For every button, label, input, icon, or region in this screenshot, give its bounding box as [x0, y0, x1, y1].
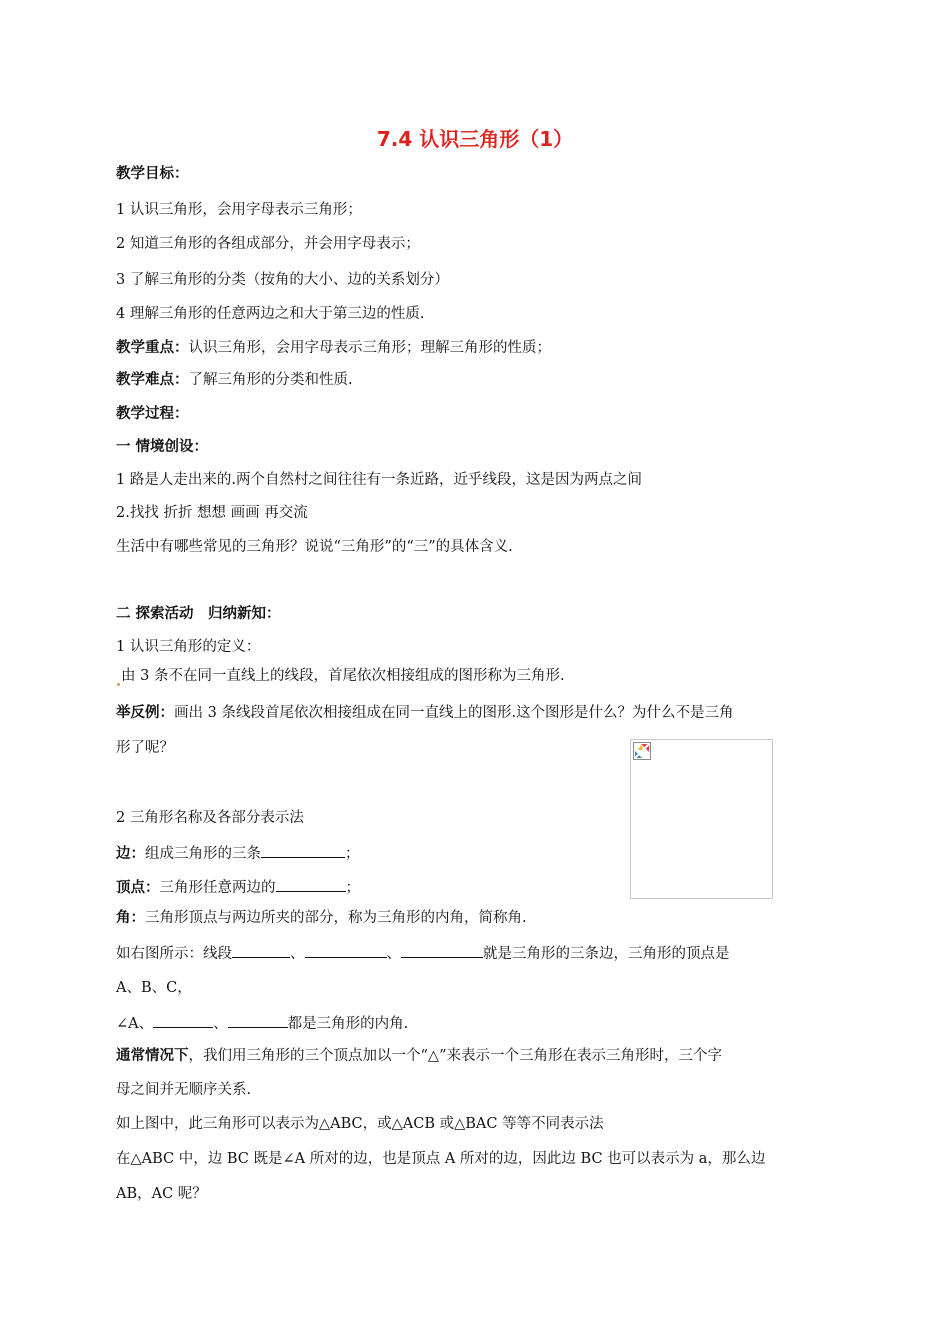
vertex-blank — [276, 876, 346, 892]
triangle-figure — [630, 739, 773, 899]
angle-blank-1 — [153, 1012, 213, 1028]
side-end: ； — [345, 846, 360, 862]
figure-sep-1: 、 — [290, 946, 305, 962]
segment-blank-3 — [401, 942, 483, 958]
definition-text: 由 3 条不在同一直线上的线段，首尾依次相接组成的图形称为三角形. — [121, 668, 565, 684]
section1-heading: 一 情境创设： — [116, 439, 209, 455]
angle-label: 角： — [116, 910, 145, 926]
notation-line: 如上图中，此三角形可以表示为△ABC，或△ACB 或△BAC 等等不同表示法 — [116, 1116, 604, 1132]
broken-image-icon — [633, 742, 651, 760]
vertices-line: A、B、C， — [116, 980, 192, 996]
angles-sep: 、 — [213, 1016, 228, 1032]
counterexample-line-2: 形了呢？ — [116, 740, 174, 756]
difficulties-text: 了解三角形的分类和性质. — [188, 372, 353, 388]
process-heading: 教学过程： — [116, 406, 189, 422]
key-points-text: 认识三角形，会用字母表示三角形；理解三角形的性质； — [188, 340, 551, 356]
section1-line-1: 1 路是人走出来的.两个自然村之间往往有一条近路，近乎线段，这是因为两点之间 — [116, 472, 642, 488]
angles-suffix: 都是三角形的内角. — [287, 1016, 409, 1032]
counterexample-label: 举反例： — [116, 705, 174, 721]
counterexample-text-1: 画出 3 条线段首尾依次相接组成在同一直线上的图形.这个图形是什么？为什么不是三角 — [174, 705, 734, 721]
difficulties — [116, 370, 353, 390]
objective-4: 4 理解三角形的任意两边之和大于第三边的性质. — [116, 306, 425, 322]
page-title: 7.4 认识三角形（1） — [376, 127, 574, 151]
side-line — [116, 842, 360, 864]
objective-3: 3 了解三角形的分类（按角的大小、边的关系划分） — [116, 272, 449, 288]
key-points — [116, 338, 551, 358]
figure-sides-line — [116, 942, 730, 964]
objective-1: 1 认识三角形，会用字母表示三角形； — [116, 202, 362, 218]
definition-heading: 1 认识三角形的定义： — [116, 639, 261, 655]
side-label: 边： — [116, 846, 145, 862]
definition-text-line — [116, 666, 565, 686]
side-notation-line-1: 在△ABC 中，边 BC 既是∠A 所对的边，也是顶点 A 所对的边，因此边 BC 也可以表示为 a，那么边 — [116, 1151, 766, 1167]
difficulties-label: 教学难点： — [116, 372, 189, 388]
side-notation-line-2: AB，AC 呢？ — [116, 1186, 207, 1202]
angle-text: 三角形顶点与两边所夹的部分，称为三角形的内角，简称角. — [145, 910, 527, 926]
segment-blank-2 — [305, 942, 387, 958]
counterexample-line-1 — [116, 703, 734, 723]
usual-text-1: ，我们用三角形的三个顶点加以一个“△”来表示一个三角形在表示三角形时，三个字 — [188, 1048, 722, 1064]
figure-text-prefix: 如右图所示：线段 — [116, 946, 232, 962]
side-text: 组成三角形的三条 — [145, 846, 261, 862]
parts-heading: 2 三角形名称及各部分表示法 — [116, 810, 304, 826]
marker-dot — [117, 683, 120, 686]
figure-sep-2: 、 — [386, 946, 401, 962]
segment-blank-1 — [232, 942, 290, 958]
objectives-heading: 教学目标： — [116, 166, 189, 182]
vertex-text: 三角形任意两边的 — [159, 880, 276, 896]
section1-line-2: 2.找找 折折 想想 画画 再交流 — [116, 505, 308, 521]
vertex-label: 顶点： — [116, 880, 160, 896]
figure-text-suffix: 就是三角形的三条边，三角形的顶点是 — [483, 946, 730, 962]
vertex-line — [116, 876, 360, 898]
vertex-end: ； — [345, 880, 360, 896]
usual-line-2: 母之间并无顺序关系. — [116, 1082, 252, 1098]
usual-label: 通常情况下 — [116, 1048, 189, 1064]
angle-line — [116, 908, 527, 928]
section1-line-3: 生活中有哪些常见的三角形？说说“三角形”的“三”的具体含义. — [116, 539, 513, 555]
usual-line-1 — [116, 1046, 722, 1066]
angles-prefix: ∠A、 — [116, 1016, 154, 1032]
section2-heading: 二 探索活动 归纳新知： — [116, 606, 281, 622]
key-points-label: 教学重点： — [116, 340, 189, 356]
angles-line — [116, 1012, 408, 1034]
objective-2: 2 知道三角形的各组成部分，并会用字母表示； — [116, 236, 420, 252]
angle-blank-2 — [228, 1012, 288, 1028]
side-blank — [261, 842, 345, 858]
